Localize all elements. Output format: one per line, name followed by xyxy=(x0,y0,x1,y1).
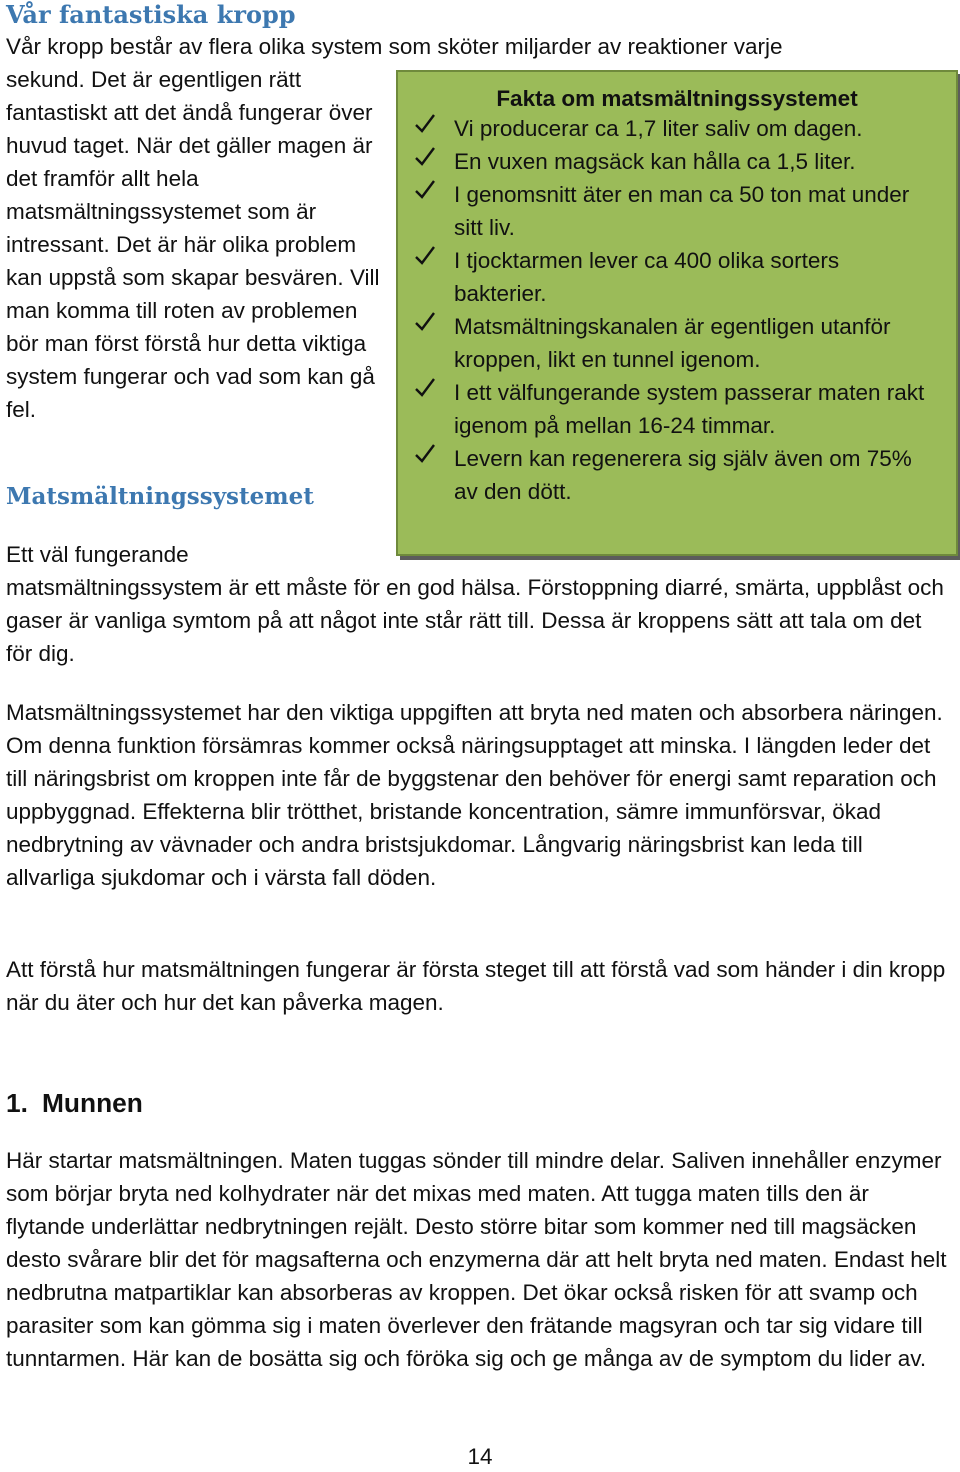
fact-item: Levern kan regenerera sig själv även om 75% av den dött. xyxy=(454,442,956,508)
section-title: Munnen xyxy=(42,1088,143,1118)
paragraph-lead: Ett väl fungerande xyxy=(6,542,189,567)
fact-list xyxy=(398,112,956,508)
fact-item: Vi producerar ca 1,7 liter saliv om dagen. xyxy=(454,112,956,145)
fact-item: Matsmältningskanalen är egentligen utanför kroppen, likt en tunnel igenom. xyxy=(454,310,956,376)
page-number: 14 xyxy=(467,1444,493,1469)
paragraph-digestive-health xyxy=(6,538,950,670)
checkmark-icon xyxy=(414,442,436,466)
section-heading-mouth xyxy=(6,1087,143,1119)
checkmark-icon xyxy=(414,310,436,334)
fact-box-title: Fakta om matsmältningssystemet xyxy=(496,86,858,111)
fact-item: I genomsnitt äter en man ca 50 ton mat under sitt liv. xyxy=(454,178,956,244)
paragraph-body: matsmältningssystem är ett måste för en god hälsa. Förstoppning diarré, smärta, uppblåst och gaser är vanliga symtom på att något inte står rätt till. Dessa är kroppens sätt att tala om det för dig. xyxy=(6,575,944,666)
intro-paragraph: sekund. Det är egentligen rätt fantastiskt att det ändå fungerar över huvud taget. När det gäller magen är det framför allt hela matsmältningssystemet som är intressant. Det är här olika problem kan uppstå som skapar besvären. Vill man komma till roten av problemen bör man först förstå hur detta viktiga system fungerar och vad som kan gå fel. xyxy=(6,67,380,422)
section-heading: Matsmältningssystemet xyxy=(6,483,314,510)
section-number: 1. xyxy=(6,1088,28,1118)
fact-item: I tjocktarmen lever ca 400 olika sorters bakterier. xyxy=(454,244,956,310)
checkmark-icon xyxy=(414,376,436,400)
checkmark-icon xyxy=(414,145,436,169)
checkmark-icon xyxy=(414,244,436,268)
page-title: Vår fantastiska kropp xyxy=(6,0,296,29)
paragraph-understanding: Att förstå hur matsmältningen fungerar är första steget till att förstå vad som händer i din kropp när du äter och hur det kan påverka magen. xyxy=(6,957,946,1015)
fact-item: En vuxen magsäck kan hålla ca 1,5 liter. xyxy=(454,145,956,178)
paragraph-nutrient-absorption: Matsmältningssystemet har den viktiga uppgiften att bryta ned maten och absorbera näringen. Om denna funktion försämras kommer också näringsupptaget att minska. I längden leder det till näringsbrist om kroppen inte får de byggstenar den behöver för energi samt reparation och uppbyggnad. Effekterna blir trötthet, bristande koncentration, sämre immunförsvar, ökad nedbrytning av vävnader och andra bristsjukdomar. Långvarig näringsbrist kan leda till allvarliga sjukdomar och i värsta fall döden. xyxy=(6,700,943,890)
fact-box xyxy=(396,70,958,556)
checkmark-icon xyxy=(414,178,436,202)
intro-lead-line: Vår kropp består av flera olika system som sköter miljarder av reaktioner varje xyxy=(6,34,783,59)
fact-item: I ett välfungerande system passerar maten rakt igenom på mellan 16-24 timmar. xyxy=(454,376,956,442)
checkmark-icon xyxy=(414,112,436,136)
paragraph-mouth: Här startar matsmältningen. Maten tuggas sönder till mindre delar. Saliven innehåller enzymer som börjar bryta ned kolhydrater när det mixas med maten. Att tugga maten tills den är flytande underlättar nedbrytningen rejält. Desto större bitar som kommer ned till magsäcken desto svårare blir det för magsafterna och enzymerna där att helt bryta ned maten. Endast helt nedbrutna matpartiklar kan absorberas av kroppen. Det ökar också risken för att svamp och parasiter som kan gömma sig i maten överlever den frätande magsyran och tar sig vidare till tunntarmen. Här kan de bosätta sig och föröka sig och ge många av de symptom du lider av. xyxy=(6,1148,947,1371)
